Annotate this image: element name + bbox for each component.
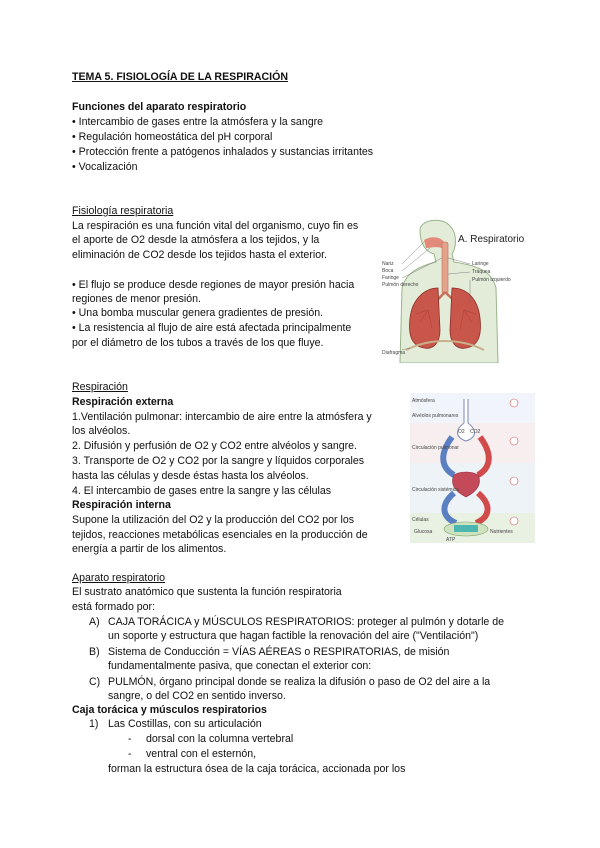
- list-item-line: fundamentalmente pasiva, que conectan el exterior con:: [108, 660, 372, 672]
- fisiologia-line: • Una bomba muscular genera gradientes de presión.: [72, 307, 324, 319]
- respiracion-interna-line: tejidos, reacciones metabólicas esenciales en la producción de: [72, 529, 368, 541]
- funciones-heading: Funciones del aparato respiratorio: [72, 101, 247, 113]
- figure1-label-boca: Boca: [382, 268, 394, 274]
- gas-exchange-illustration: [410, 393, 535, 543]
- fisiologia-heading: Fisiología respiratoria: [72, 205, 174, 217]
- figure2-label-o2: O2: [458, 429, 465, 435]
- funciones-item: • Protección frente a patógenos inhalados y sustancias irritantes: [72, 146, 374, 158]
- figure2-label-celulas: Células: [412, 517, 429, 523]
- figure1-label-faringe: Faringe: [382, 275, 399, 281]
- list-item-line: sangre, o del CO2 en sentido inverso.: [108, 690, 286, 702]
- list-item-line: PULMÓN, órgano principal donde se realiza la difusión o paso de O2 del aire a la: [108, 676, 491, 688]
- respiracion-externa-heading: Respiración externa: [72, 396, 174, 408]
- list-item-line: un soporte y estructura que hagan factible la renovación del aire ("Ventilación"): [108, 630, 479, 642]
- figure2-label-atmosfera: Atmósfera: [412, 398, 435, 404]
- figure2-label-circulacion-sistemica: Circulación sistémica: [412, 487, 459, 493]
- sub-marker: -: [128, 733, 132, 745]
- figure2-label-co2: CO2: [470, 429, 481, 435]
- aparato-line: El sustrato anatómico que sustenta la función respiratoria: [72, 586, 342, 598]
- caja-heading: Caja torácica y músculos respiratorios: [72, 704, 267, 716]
- figure1-label-pulmon-derecho: Pulmón derecho: [382, 282, 419, 288]
- respiracion-heading: Respiración: [72, 381, 128, 393]
- funciones-item: • Intercambio de gases entre la atmósfera y la sangre: [72, 116, 324, 128]
- aparato-heading: Aparato respiratorio: [72, 572, 166, 584]
- list-marker: 1): [89, 718, 99, 730]
- funciones-item: • Vocalización: [72, 161, 138, 173]
- list-item-line: Sistema de Conducción = VÍAS AÉREAS o RESPIRATORIAS, de misión: [108, 646, 450, 658]
- funciones-item: • Regulación homeostática del pH corporal: [72, 131, 273, 143]
- list-item-line: CAJA TORÁCICA y MÚSCULOS RESPIRATORIOS: proteger al pulmón y dotarle de: [108, 616, 505, 628]
- respiracion-interna-line: Supone la utilización del O2 y la producción del CO2 por los: [72, 514, 355, 526]
- gas-exchange-figure: [410, 393, 535, 543]
- figure2-label-glucosa: Glucosa: [414, 529, 433, 535]
- figure1-label-diafragma: Diafragma: [382, 350, 406, 356]
- figure2-label-atp: ATP: [446, 537, 456, 543]
- fisiologia-line: • La resistencia al flujo de aire está afectada principalmente: [72, 322, 352, 334]
- document-title: TEMA 5. FISIOLOGÍA DE LA RESPIRACIÓN: [72, 71, 289, 83]
- caja-subitem: ventral con el esternón,: [146, 748, 257, 760]
- respiracion-externa-line: 4. El intercambio de gases entre la sangre y las células: [72, 485, 332, 497]
- fisiologia-line: eliminación de CO2 desde los tejidos hasta el exterior.: [72, 249, 327, 261]
- respiracion-externa-line: 3. Transporte de O2 y CO2 por la sangre y líquidos corporales: [72, 455, 365, 467]
- figure1-label-pulmon-izquierdo: Pulmón izquierdo: [472, 277, 511, 283]
- sub-marker: -: [128, 748, 132, 760]
- respiracion-externa-line: 1.Ventilación pulmonar: intercambio de aire entre la atmósfera y: [72, 411, 372, 423]
- respiracion-interna-line: energía a partir de los alimentos.: [72, 543, 227, 555]
- figure1-title: A. Respiratorio: [458, 234, 525, 245]
- list-marker: B): [89, 646, 100, 658]
- caja-item: Las Costillas, con su articulación: [108, 718, 262, 730]
- fisiologia-line: • El flujo se produce desde regiones de mayor presión hacia: [72, 279, 355, 291]
- figure2-label-nutrientes: Nutrientes: [490, 529, 513, 535]
- figure1-label-nariz: Nariz: [382, 261, 394, 267]
- figure2-label-alveolos: Alvéolos pulmonares: [412, 413, 459, 419]
- fisiologia-line: el aporte de O2 desde la atmósfera a los tejidos, y la: [72, 234, 320, 246]
- respiracion-externa-line: los alvéolos.: [72, 425, 131, 437]
- list-marker: C): [89, 676, 101, 688]
- figure2-label-circulacion-pulmonar: Circulación pulmonar: [412, 445, 459, 451]
- fisiologia-line: regiones de menor presión.: [72, 293, 201, 305]
- aparato-line: está formado por:: [72, 601, 156, 613]
- respiracion-externa-line: hasta las células y desde éstas hasta los alvéolos.: [72, 470, 309, 482]
- fisiologia-line: por el diámetro de los tubos a través de los que fluye.: [72, 337, 324, 349]
- figure1-label-traquea: Tráquea: [472, 269, 491, 275]
- caja-subitem: dorsal con la columna vertebral: [146, 733, 294, 745]
- caja-tail: forman la estructura ósea de la caja torácica, accionada por los: [108, 763, 406, 775]
- figure1-label-laringe: Laringe: [472, 261, 489, 267]
- respiracion-externa-line: 2. Difusión y perfusión de O2 y CO2 entre alvéolos y sangre.: [72, 440, 358, 452]
- respiratory-anatomy-illustration: [380, 218, 535, 363]
- respiracion-interna-heading: Respiración interna: [72, 499, 171, 511]
- list-marker: A): [89, 616, 100, 628]
- respiratory-system-figure: [380, 218, 535, 363]
- fisiologia-line: La respiración es una función vital del organismo, cuyo fin es: [72, 220, 359, 232]
